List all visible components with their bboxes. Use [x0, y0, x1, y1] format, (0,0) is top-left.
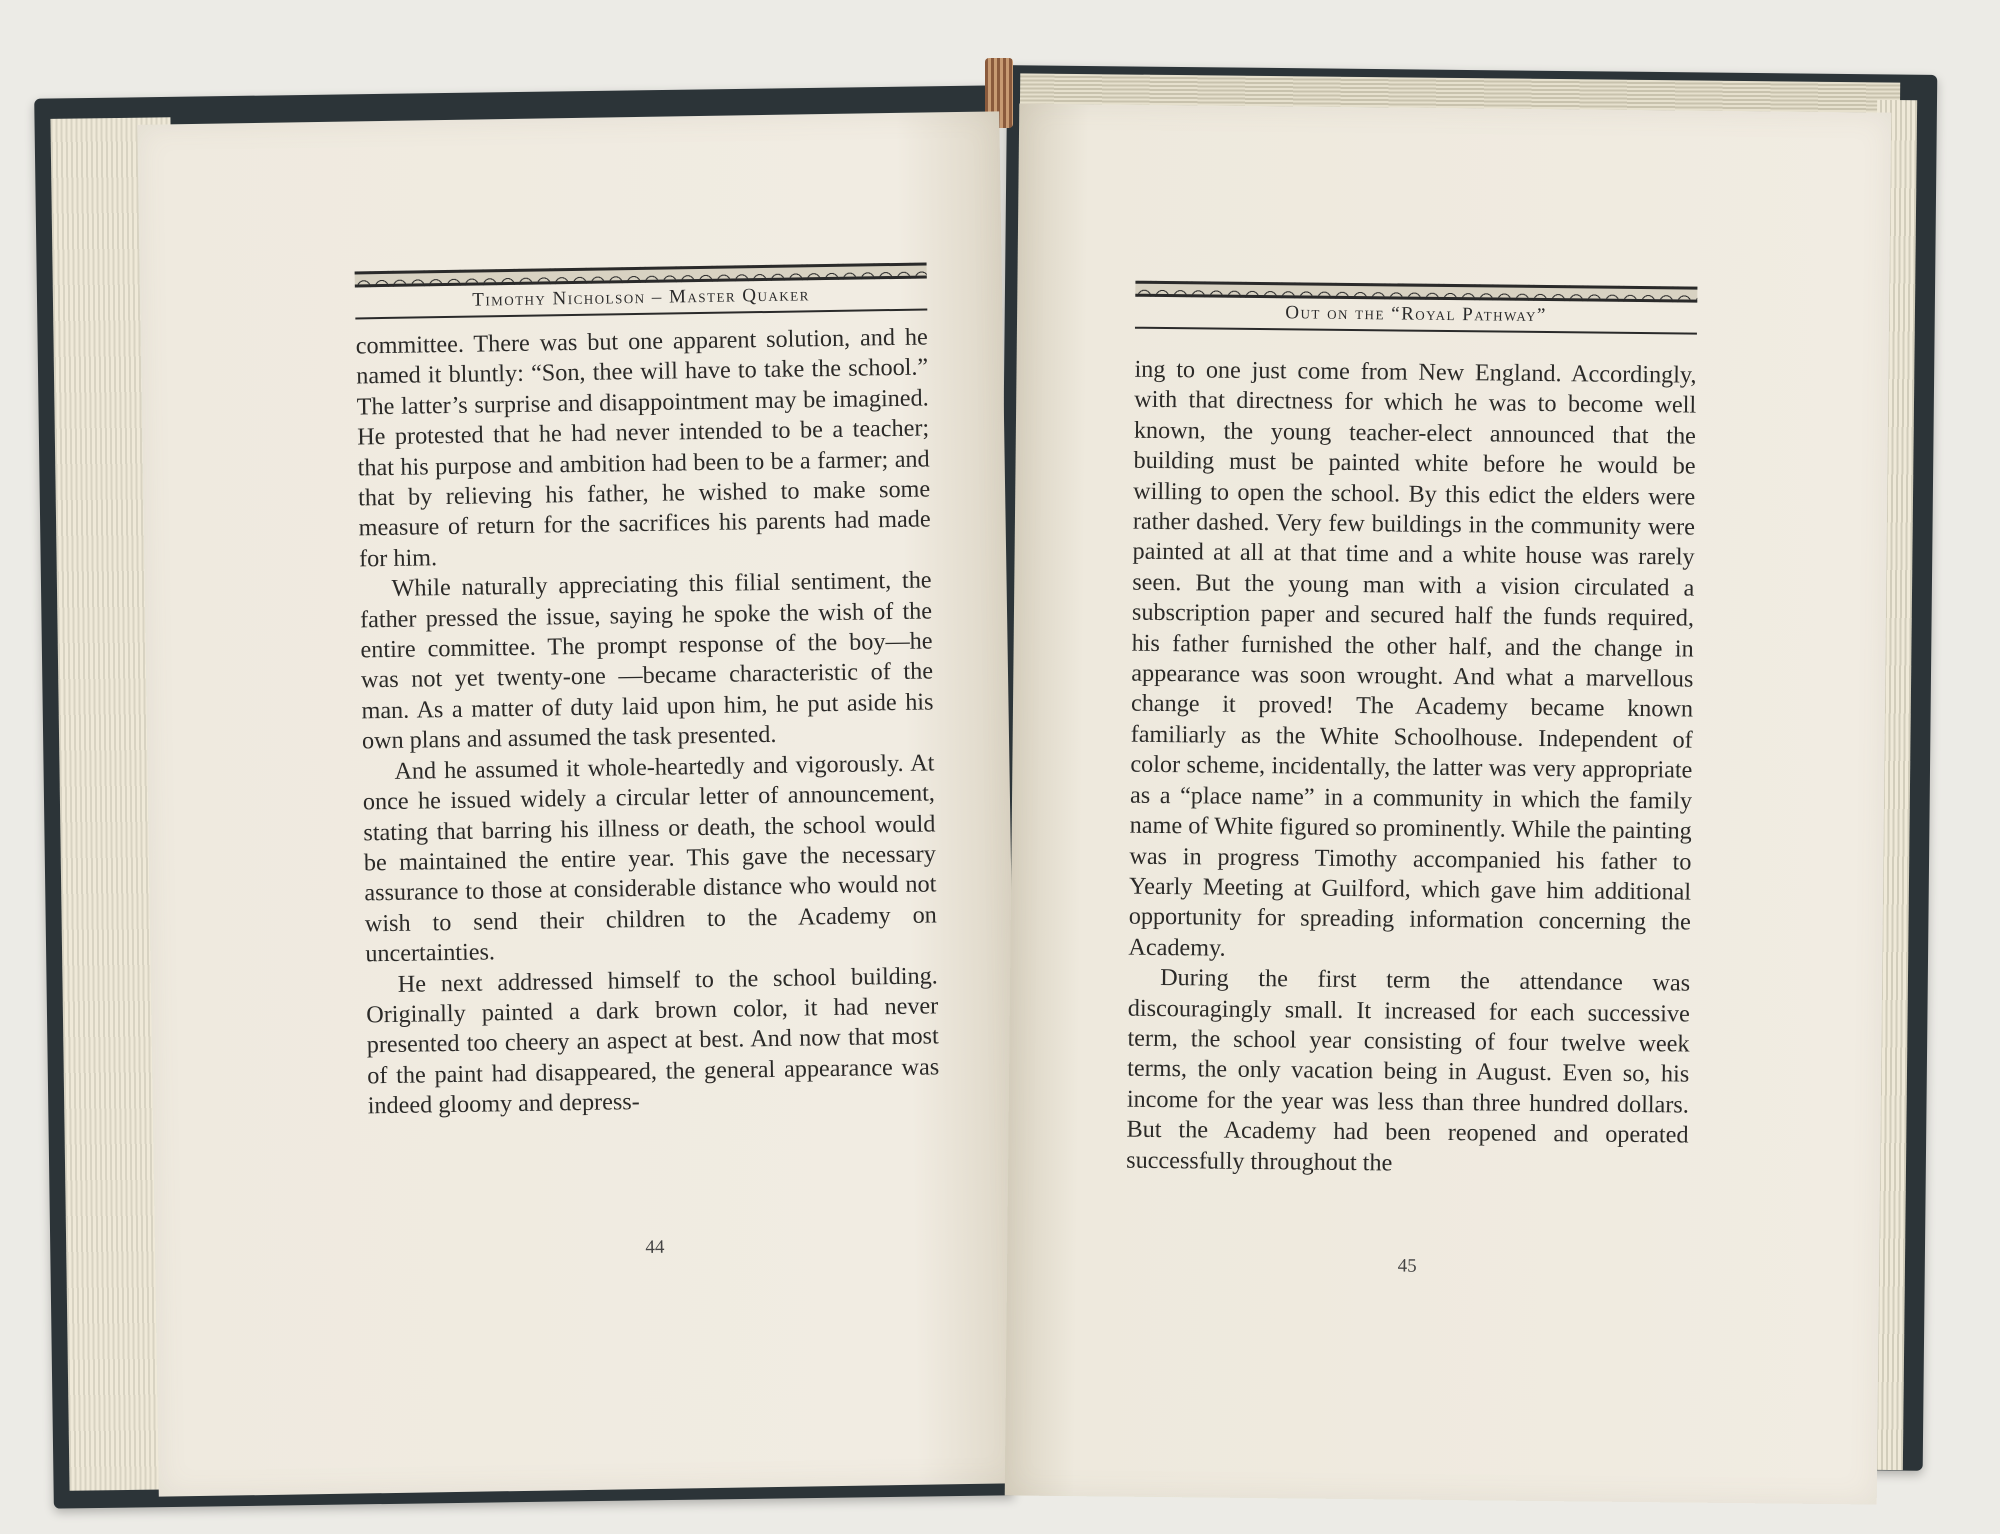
paragraph: He next addressed himself to the school building. Originally painted a dark brown color, it had never presented too cheery an aspect at best. And now that most of the paint had disappeared, the general appearance was indeed gloomy and depress-: [366, 961, 940, 1120]
paragraph: committee. There was but one apparent solution, and he named it bluntly: “Son, thee will have to take the school.” The latter’s surprise and disappointment may be imagined. He protested that he had never intended to be a teacher; that his purpose and ambition had been to be a farmer; and that by relieving his father, he wished to make some measure of return for the sacrifices his parents had made for him.: [355, 323, 931, 573]
page-number: 44: [645, 1236, 665, 1259]
header-rule: [1135, 327, 1697, 335]
running-head: Timothy Nicholson – Master Quaker: [472, 284, 810, 311]
paragraph: During the first term the attendance was discouragingly small. It increased for each successive term, the school year consisting of four twelve week terms, the only vacation being in August. Even so, his income for the year was less than three hundred dollars. But the Academy had been reopened and operated successfully throughout the: [1126, 964, 1691, 1176]
running-head: Out on the “Royal Pathway”: [1285, 302, 1548, 327]
header-ornament: [1135, 281, 1697, 303]
body-text: [1126, 355, 1697, 1182]
left-page: [137, 111, 1020, 1496]
paragraph: And he assumed it whole-heartedly and vigorously. At once he issued widely a circular letter of announcement, stating that barring his illness or death, the school would be maintained the entire year. This gave the necessary assurance to those at considerable distance who would not wish to send their children to the Academy on uncertainties.: [362, 749, 937, 968]
body-text: [356, 322, 940, 1121]
page-number: 45: [1397, 1255, 1417, 1277]
paragraph: ing to one just come from New England. Accordingly, with that directness for which he was to become well known, the young teacher-elect announced that the building must be painted white before he would be willing to open the school. By this edict the elders were rather dashed. Very few buildings in the community were painted at all at that time and a white house was rarely seen. But the young man with a vision circulated a subscription paper and secured half the funds required, his father furnished the other half, and the change in appearance was soon wrought. And what a marvellous change it proved! The Academy became known familiarly as the White Schoolhouse. Independent of color scheme, incidentally, the latter was very appropriate as a “place name” in a community in which the family name of White figured so prominently. While the painting was in progress Timothy accompanied his father to Yearly Meeting at Guilford, which gave him additional opportunity for spreading information concerning the Academy.: [1128, 355, 1697, 962]
right-page: [1005, 103, 1892, 1504]
paragraph: While naturally appreciating this filial sentiment, the father pressed the issue, saying he spoke the wish of the entire committee. The prompt response of the boy—he was not yet twenty-one —became characteristic of the man. As a matter of duty laid upon him, he put aside his own plans and assumed the task presented.: [359, 566, 934, 755]
